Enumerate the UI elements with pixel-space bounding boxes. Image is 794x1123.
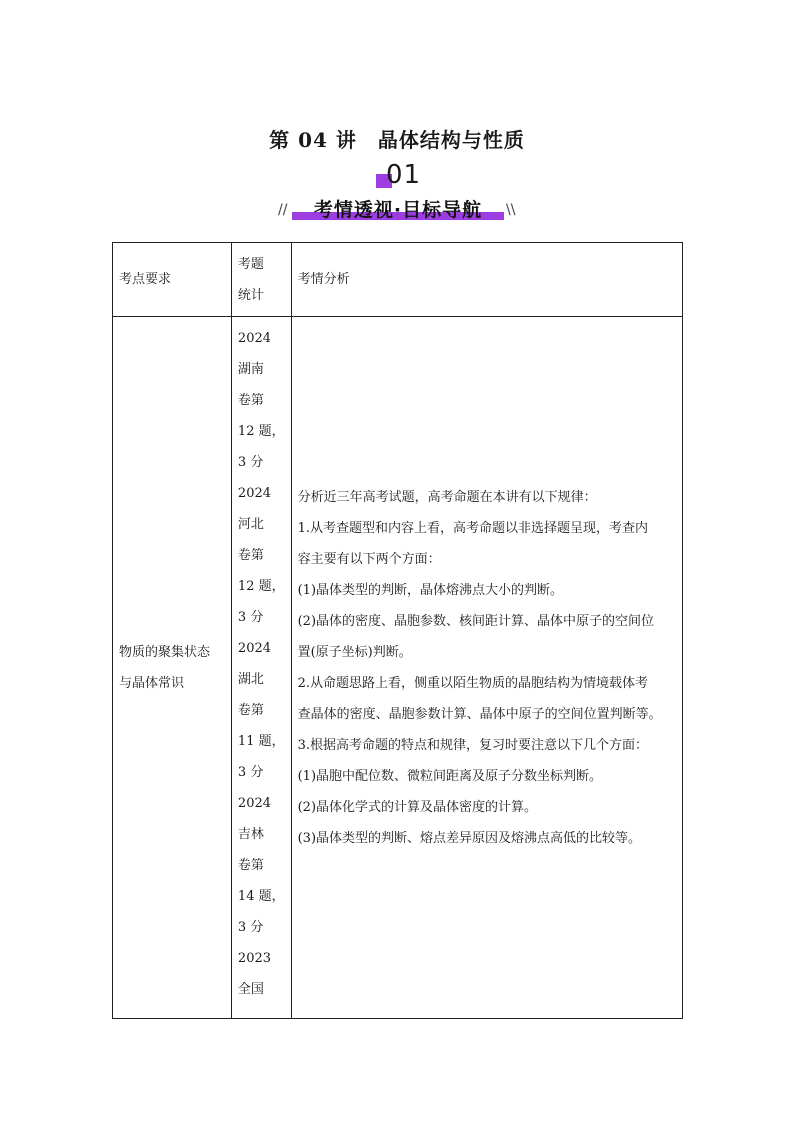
statistics-line: 3 分 bbox=[237, 765, 264, 780]
analysis-line: (3)晶体类型的判断、熔点差异原因及熔沸点高低的比较等。 bbox=[297, 830, 642, 846]
section-badge bbox=[268, 160, 526, 224]
statistics-line: 湖北 bbox=[237, 672, 264, 687]
section-heading: 考情透视·目标导航 bbox=[313, 199, 483, 221]
analysis-line: 置(原子坐标)判断。 bbox=[297, 644, 412, 660]
analysis-line: (1)晶体类型的判断，晶体熔沸点大小的判断。 bbox=[297, 582, 564, 598]
statistics-line: 14 题， bbox=[237, 889, 285, 904]
statistics-line: 2024 bbox=[237, 486, 272, 501]
analysis-line: (2)晶体的密度、晶胞参数、核间距计算、晶体中原子的空间位 bbox=[297, 613, 655, 629]
statistics-line: 卷第 bbox=[237, 393, 264, 408]
header-analysis: 考情分析 bbox=[291, 243, 682, 317]
statistics-line: 3 分 bbox=[237, 920, 264, 935]
statistics-line: 吉林 bbox=[237, 827, 264, 842]
decorative-slashes-right: \\ bbox=[506, 202, 516, 218]
analysis-cell bbox=[291, 317, 682, 1019]
statistics-line: 湖南 bbox=[237, 362, 264, 377]
analysis-line: 1.从考查题型和内容上看，高考命题以非选择题呈现，考查内 bbox=[297, 520, 649, 536]
statistics-line: 3 分 bbox=[237, 610, 264, 625]
header-statistics-line: 考题 bbox=[237, 256, 264, 272]
statistics-cell bbox=[231, 317, 291, 1019]
header-statistics-line: 统计 bbox=[237, 287, 264, 303]
statistics-line: 全国 bbox=[237, 982, 264, 997]
requirement-cell bbox=[113, 317, 232, 1019]
header-statistics bbox=[231, 243, 291, 317]
analysis-line: (1)晶胞中配位数、微粒间距离及原子分数坐标判断。 bbox=[297, 768, 603, 784]
table-row bbox=[113, 317, 683, 1019]
statistics-line: 卷第 bbox=[237, 703, 264, 718]
statistics-line: 卷第 bbox=[237, 858, 264, 873]
header-requirement: 考点要求 bbox=[113, 243, 232, 317]
decorative-slashes-left: // bbox=[278, 202, 288, 218]
statistics-line: 2024 bbox=[237, 796, 272, 811]
analysis-line: 容主要有以下两个方面： bbox=[297, 551, 441, 567]
analysis-line: (2)晶体化学式的计算及晶体密度的计算。 bbox=[297, 799, 538, 815]
statistics-line: 11 题， bbox=[237, 734, 285, 749]
statistics-line: 2023 bbox=[237, 951, 272, 966]
requirement-line: 物质的聚集状态 bbox=[119, 644, 211, 660]
statistics-line: 卷第 bbox=[237, 548, 264, 563]
statistics-line: 2024 bbox=[237, 331, 272, 346]
section-number: 01 bbox=[386, 160, 422, 190]
exam-analysis-table bbox=[112, 242, 683, 1019]
analysis-line: 分析近三年高考试题，高考命题在本讲有以下规律： bbox=[297, 489, 597, 505]
statistics-line: 河北 bbox=[237, 517, 264, 532]
requirement-line: 与晶体常识 bbox=[119, 675, 185, 691]
analysis-line: 2.从命题思路上看，侧重以陌生物质的晶胞结构为情境载体考 bbox=[297, 675, 649, 691]
statistics-line: 12 题， bbox=[237, 424, 285, 439]
analysis-line: 查晶体的密度、晶胞参数计算、晶体中原子的空间位置判断等。 bbox=[297, 706, 662, 722]
analysis-line: 3.根据高考命题的特点和规律，复习时要注意以下几个方面： bbox=[297, 737, 649, 753]
statistics-line: 2024 bbox=[237, 641, 272, 656]
table-header-row bbox=[113, 243, 683, 317]
statistics-line: 3 分 bbox=[237, 455, 264, 470]
statistics-line: 12 题， bbox=[237, 579, 285, 594]
page-title: 第 04 讲 晶体结构与性质 bbox=[269, 128, 525, 152]
